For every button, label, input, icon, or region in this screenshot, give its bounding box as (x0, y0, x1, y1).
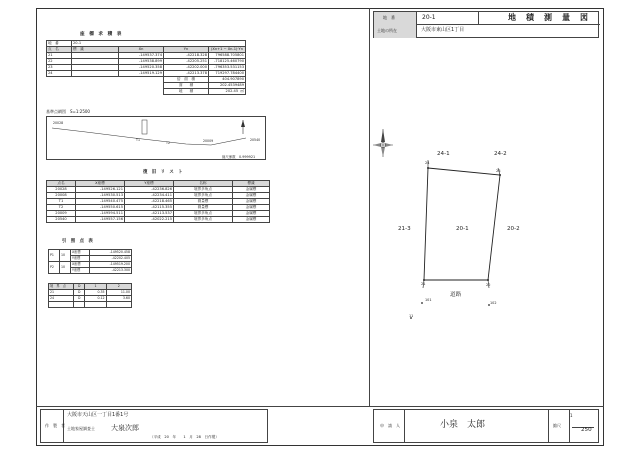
boundary-distance-table: 境 界 点 D 1 2 21 D 0.35 11.00 24 D 0.12 3.60 (48, 283, 132, 308)
chiban-label: 地 番 (383, 15, 395, 20)
parcel-label-24-1: 24-1 (437, 151, 450, 157)
control-list-title: 復 旧 リ ス ト (143, 170, 183, 175)
table-row: 20009 -149594.511 -42113.537 境界多角点 金属標 (47, 211, 270, 217)
ref-points-title: 引 照 点 表 (62, 239, 93, 244)
col-header: Xn (119, 47, 164, 53)
corner-label: 22 (486, 283, 491, 287)
ref-point-label: 20028 (53, 121, 64, 125)
traverse-line (52, 128, 246, 145)
location-value: 大阪市東山区1丁目 (421, 27, 465, 33)
parcel-map-svg (370, 100, 600, 330)
header-box (373, 11, 599, 38)
author-address: 大阪市天山区一丁目1番1号 (67, 412, 129, 418)
author-label: 作 製 者 (45, 423, 65, 428)
table-row: Y座標 -42202.405 (72, 256, 130, 260)
table-row: 20028 -149526.121 -42236.826 境界多角点 金属標 (47, 187, 270, 193)
coord-chiban-value: 20-1 (72, 41, 246, 47)
control-point-table (46, 180, 270, 223)
table-row: 20008 -149530.513 -42234.411 境界多角点 金属標 (47, 193, 270, 199)
ref-point-label: T2 (166, 141, 170, 145)
table-row: 24 -149519.129 -42213.378 719297.784400 (48, 71, 244, 75)
corner-label: 23 (496, 169, 501, 173)
witness-point-label: 102 (490, 301, 497, 305)
road-label: 道路 (450, 292, 462, 298)
witness-point-label: 11 (409, 314, 414, 318)
table-row: 21 -149537.374 -42218.328 796588.705801 (48, 53, 244, 57)
footer-divider (36, 406, 604, 407)
table-row: 21 D 0.35 11.00 (50, 290, 130, 294)
col-header: (Xn+1 − Xn-1)·Yn (209, 47, 246, 53)
applicant-name: 小泉 太郎 (440, 420, 486, 430)
table-row: P1 10 X座標 -149520.458 (49, 250, 132, 256)
coord-chiban-label: 地 番 (47, 41, 72, 47)
table-row: 20540 -149557.156 -42022.215 境界多角点 金属標 (47, 217, 270, 223)
ref-point-label: 20540 (250, 138, 261, 142)
table-row: P2 10 X座標 -149519.200 (49, 262, 132, 268)
table-row: 23 -149520.358 -42202.000 -796353.531153 (48, 65, 244, 69)
col-header: 標識 (233, 181, 270, 187)
creation-date: （平成 20 年 1 月 28 日作製） (150, 435, 219, 439)
col-header: Y座標 (125, 181, 174, 187)
summary-row: 地 積 202.45 ㎡ (47, 89, 246, 95)
document-title: 地 積 測 量 図 (508, 13, 589, 22)
scale-factor: 縮尺係数 0.999921 (222, 155, 256, 159)
table-row: 22 -149538.899 -42205.251 -718125.460790 (48, 59, 244, 63)
corner-label: 24 (425, 161, 430, 165)
ref-point-label: 20009 (203, 139, 214, 143)
author-name-label: 土地家屋調査士 (67, 426, 95, 431)
col-header: 標 識 (72, 47, 119, 53)
ref-point-label: T1 (136, 138, 140, 142)
north-arrow-small-icon (241, 120, 245, 134)
author-name: 大泉次郎 (111, 424, 139, 432)
table-row: T2 -149550.615 -42115.355 測量標 金属標 (47, 205, 270, 211)
building-outline (142, 120, 147, 134)
table-row: Y座標 -42213.300 (72, 268, 130, 272)
scale-numerator: 1 (570, 413, 573, 418)
applicant-label: 申 請 人 (380, 423, 400, 428)
parcel-label-20-1: 20-1 (456, 226, 469, 232)
table-row: 24 D 0.12 3.60 (50, 296, 130, 300)
scale-label: 縮尺 (553, 423, 561, 428)
summary-row: 倍 面 積 404.907890 (47, 77, 246, 83)
applicant-box (373, 409, 599, 443)
parcel-label-20-2: 20-2 (507, 226, 520, 232)
compass-rose-icon (373, 129, 393, 157)
witness-point-label: 101 (425, 298, 432, 302)
parcel-boundary (424, 168, 500, 280)
coord-table-title: 座 標 求 積 表 (80, 32, 122, 37)
summary-row: 面 積 202.4539489 (47, 83, 246, 89)
col-header: Yn (164, 47, 209, 53)
coord-area-table (46, 40, 246, 95)
col-header: X座標 (76, 181, 125, 187)
parcel-label-24-2: 24-2 (494, 151, 507, 157)
table-row: T1 -149540.475 -42218.465 測量標 金属標 (47, 199, 270, 205)
ref-network-svg (46, 116, 266, 160)
corner-label: 21 (421, 282, 426, 286)
parcel-label-21-3: 21-3 (398, 226, 411, 232)
col-header: 点名 (47, 181, 76, 187)
col-header: 名称 (174, 181, 233, 187)
ref-points-table (48, 249, 132, 274)
scale-denominator: 250 (581, 427, 592, 433)
col-header: 点 名 (47, 47, 72, 53)
ref-diagram-title: 基準点網図 S=1:2500 (46, 109, 90, 114)
location-label: 土地の所在 (377, 28, 397, 33)
chiban-value: 20-1 (422, 14, 436, 21)
